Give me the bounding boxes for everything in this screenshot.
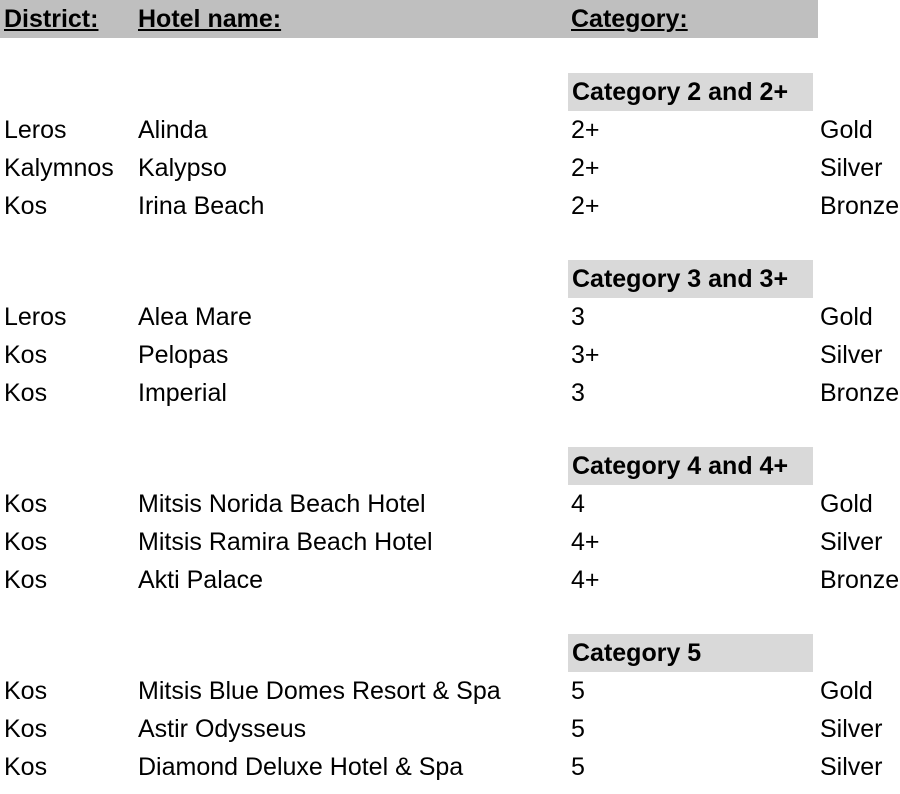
cell-hotel-name: Diamond Deluxe Hotel & Spa bbox=[138, 753, 464, 781]
category-group bbox=[0, 260, 900, 412]
column-header-category: Category: bbox=[571, 5, 688, 33]
category-banner bbox=[568, 447, 813, 485]
cell-category: 3+ bbox=[571, 341, 600, 369]
cell-district: Kos bbox=[4, 192, 48, 220]
cell-district: Kos bbox=[4, 753, 48, 781]
cell-district: Kos bbox=[4, 528, 48, 556]
category-banner-label: Category 2 and 2+ bbox=[572, 78, 789, 106]
cell-medal: Bronze bbox=[820, 192, 900, 220]
category-banner bbox=[568, 260, 813, 298]
category-banner bbox=[568, 634, 813, 672]
cell-district: Kos bbox=[4, 715, 48, 743]
category-banner bbox=[568, 73, 813, 111]
cell-medal: Bronze bbox=[820, 566, 900, 594]
cell-category: 2+ bbox=[571, 116, 600, 144]
cell-medal: Silver bbox=[820, 154, 883, 182]
group-gap bbox=[0, 412, 900, 447]
cell-medal: Gold bbox=[820, 490, 873, 518]
category-banner-label: Category 3 and 3+ bbox=[572, 265, 789, 293]
table-row bbox=[0, 561, 900, 599]
table-row bbox=[0, 523, 900, 561]
table-row bbox=[0, 336, 900, 374]
table-header-row bbox=[0, 0, 818, 38]
cell-category: 4+ bbox=[571, 566, 600, 594]
cell-hotel-name: Pelopas bbox=[138, 341, 229, 369]
table-row bbox=[0, 149, 900, 187]
cell-medal: Gold bbox=[820, 677, 873, 705]
table-row bbox=[0, 374, 900, 412]
cell-category: 5 bbox=[571, 753, 585, 781]
cell-hotel-name: Alea Mare bbox=[138, 303, 252, 331]
cell-category: 5 bbox=[571, 715, 585, 743]
cell-medal: Silver bbox=[820, 715, 883, 743]
cell-category: 4+ bbox=[571, 528, 600, 556]
cell-medal: Silver bbox=[820, 341, 883, 369]
cell-district: Leros bbox=[4, 116, 67, 144]
cell-hotel-name: Mitsis Norida Beach Hotel bbox=[138, 490, 426, 518]
table-row bbox=[0, 672, 900, 710]
cell-district: Leros bbox=[4, 303, 67, 331]
category-group bbox=[0, 73, 900, 225]
table-row bbox=[0, 710, 900, 748]
cell-hotel-name: Imperial bbox=[138, 379, 227, 407]
cell-district: Kos bbox=[4, 490, 48, 518]
header-gap bbox=[0, 38, 900, 73]
group-gap bbox=[0, 599, 900, 634]
group-gap bbox=[0, 225, 900, 260]
cell-category: 2+ bbox=[571, 154, 600, 182]
category-banner-label: Category 5 bbox=[572, 639, 702, 667]
table-row bbox=[0, 748, 900, 786]
table-row bbox=[0, 298, 900, 336]
cell-hotel-name: Astir Odysseus bbox=[138, 715, 307, 743]
cell-hotel-name: Mitsis Ramira Beach Hotel bbox=[138, 528, 433, 556]
column-header-district: District: bbox=[4, 5, 99, 33]
cell-category: 4 bbox=[571, 490, 585, 518]
cell-district: Kos bbox=[4, 379, 48, 407]
table-row bbox=[0, 485, 900, 523]
cell-hotel-name: Alinda bbox=[138, 116, 208, 144]
cell-category: 2+ bbox=[571, 192, 600, 220]
cell-medal: Gold bbox=[820, 116, 873, 144]
cell-district: Kalymnos bbox=[4, 154, 114, 182]
category-group bbox=[0, 634, 900, 786]
cell-medal: Silver bbox=[820, 528, 883, 556]
column-header-hotel-name: Hotel name: bbox=[138, 5, 282, 33]
cell-medal: Gold bbox=[820, 303, 873, 331]
cell-district: Kos bbox=[4, 566, 48, 594]
cell-hotel-name: Irina Beach bbox=[138, 192, 265, 220]
cell-medal: Silver bbox=[820, 753, 883, 781]
table-row bbox=[0, 187, 900, 225]
cell-hotel-name: Kalypso bbox=[138, 154, 227, 182]
cell-category: 5 bbox=[571, 677, 585, 705]
cell-category: 3 bbox=[571, 379, 585, 407]
category-banner-label: Category 4 and 4+ bbox=[572, 452, 789, 480]
category-group bbox=[0, 447, 900, 599]
cell-district: Kos bbox=[4, 677, 48, 705]
cell-hotel-name: Mitsis Blue Domes Resort & Spa bbox=[138, 677, 501, 705]
cell-hotel-name: Akti Palace bbox=[138, 566, 264, 594]
cell-district: Kos bbox=[4, 341, 48, 369]
cell-category: 3 bbox=[571, 303, 585, 331]
table-row bbox=[0, 111, 900, 149]
cell-medal: Bronze bbox=[820, 379, 900, 407]
